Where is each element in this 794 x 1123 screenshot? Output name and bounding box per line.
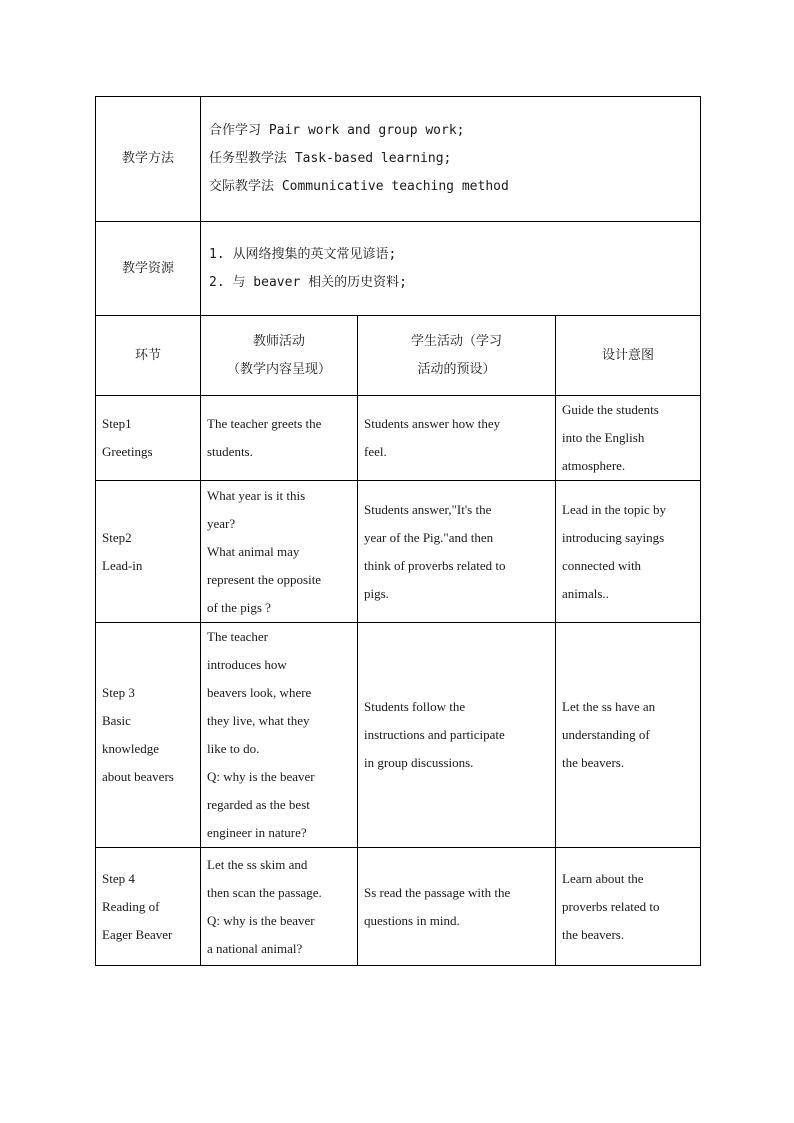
step-cell <box>96 481 201 623</box>
intent-line: understanding of <box>562 727 650 742</box>
intent-cell <box>556 623 701 848</box>
student-cell <box>358 623 556 848</box>
intent-line: proverbs related to <box>562 898 660 914</box>
resources-line: 1. 从网络搜集的英文常见谚语; <box>209 246 397 262</box>
student-line: pigs. <box>364 585 389 601</box>
resources-row <box>96 222 701 316</box>
teacher-line: year? <box>207 515 236 531</box>
step-line: Basic <box>102 713 131 728</box>
student-line: Ss read the passage with the <box>364 884 511 900</box>
intent-line: Let the ss have an <box>562 699 656 714</box>
teacher-line: a national animal? <box>207 940 303 956</box>
teacher-line: What year is it this <box>207 487 306 503</box>
teacher-line: introduces how <box>207 657 287 672</box>
student-cell <box>358 396 556 481</box>
step-line: Eager Beaver <box>102 926 173 942</box>
teacher-line: like to do. <box>207 741 260 756</box>
methods-row <box>96 97 701 222</box>
intent-line: Guide the students <box>562 402 659 417</box>
student-line: year of the Pig."and then <box>364 529 494 545</box>
teacher-cell <box>201 396 358 481</box>
teacher-cell <box>201 848 358 966</box>
step-line: Step2 <box>102 529 132 545</box>
header-student-line: 活动的预设） <box>417 361 496 377</box>
student-line: think of proverbs related to <box>364 557 506 573</box>
methods-line: 合作学习 Pair work and group work; <box>209 123 465 138</box>
step-cell <box>96 623 201 848</box>
intent-line: the beavers. <box>562 926 625 942</box>
student-line: questions in mind. <box>364 912 460 928</box>
methods-label: 教学方法 <box>96 97 201 222</box>
teacher-line: Let the ss skim and <box>207 856 308 872</box>
student-cell <box>358 848 556 966</box>
student-cell <box>358 481 556 623</box>
step-line: Reading of <box>102 898 160 914</box>
intent-line: the beavers. <box>562 755 625 770</box>
step-line: about beavers <box>102 769 174 784</box>
resources-label: 教学资源 <box>96 222 201 316</box>
step-cell <box>96 396 201 481</box>
intent-line: animals.. <box>562 585 609 601</box>
teacher-line: of the pigs ? <box>207 599 271 615</box>
step-cell <box>96 848 201 966</box>
teacher-line: students. <box>207 444 253 459</box>
intent-cell <box>556 848 701 966</box>
table-row <box>96 623 701 848</box>
teacher-line: then scan the passage. <box>207 884 322 900</box>
step-line: knowledge <box>102 741 160 756</box>
intent-cell <box>556 396 701 481</box>
teacher-line: The teacher greets the <box>207 416 322 431</box>
header-step: 环节 <box>96 316 201 396</box>
intent-cell <box>556 481 701 623</box>
header-row <box>96 316 701 396</box>
intent-line: atmosphere. <box>562 458 626 473</box>
student-line: Students answer how they <box>364 416 501 431</box>
student-line: Students follow the <box>364 699 466 714</box>
teacher-line: What animal may <box>207 543 300 559</box>
student-line: feel. <box>364 444 387 459</box>
step-line: Lead-in <box>102 557 143 573</box>
header-student-line: 学生活动（学习 <box>410 333 502 349</box>
teacher-line: beavers look, where <box>207 685 312 700</box>
teacher-line: engineer in nature? <box>207 825 307 840</box>
teacher-line: Q: why is the beaver <box>207 912 315 928</box>
step-line: Step 3 <box>102 685 135 700</box>
teacher-line: Q: why is the beaver <box>207 769 315 784</box>
intent-line: Lead in the topic by <box>562 501 666 517</box>
resources-line: 2. 与 beaver 相关的历史资料; <box>209 274 407 290</box>
step-line: Step 4 <box>102 870 135 886</box>
student-line: instructions and participate <box>364 727 505 742</box>
lesson-plan-table <box>95 96 701 966</box>
methods-content <box>201 97 701 222</box>
teacher-line: The teacher <box>207 629 268 644</box>
header-student <box>358 316 556 396</box>
teacher-cell <box>201 481 358 623</box>
teacher-line: regarded as the best <box>207 797 310 812</box>
intent-line: Learn about the <box>562 870 644 886</box>
step-line: Step1 <box>102 416 132 431</box>
student-line: Students answer,"It's the <box>364 501 492 517</box>
methods-line: 交际教学法 Communicative teaching method <box>209 179 509 194</box>
table-row <box>96 848 701 966</box>
teacher-line: they live, what they <box>207 713 310 728</box>
table-row <box>96 396 701 481</box>
header-intent: 设计意图 <box>556 316 701 396</box>
teacher-cell <box>201 623 358 848</box>
table-row <box>96 481 701 623</box>
student-line: in group discussions. <box>364 755 474 770</box>
teacher-line: represent the opposite <box>207 571 322 587</box>
intent-line: into the English <box>562 430 645 445</box>
intent-line: connected with <box>562 557 642 573</box>
header-teacher-line: 教师活动 <box>252 333 305 349</box>
header-teacher-line: （教学内容呈现） <box>226 361 331 377</box>
methods-line: 任务型教学法 Task-based learning; <box>209 151 452 166</box>
header-teacher <box>201 316 358 396</box>
intent-line: introducing sayings <box>562 529 665 545</box>
resources-content <box>201 222 701 316</box>
step-line: Greetings <box>102 444 153 459</box>
